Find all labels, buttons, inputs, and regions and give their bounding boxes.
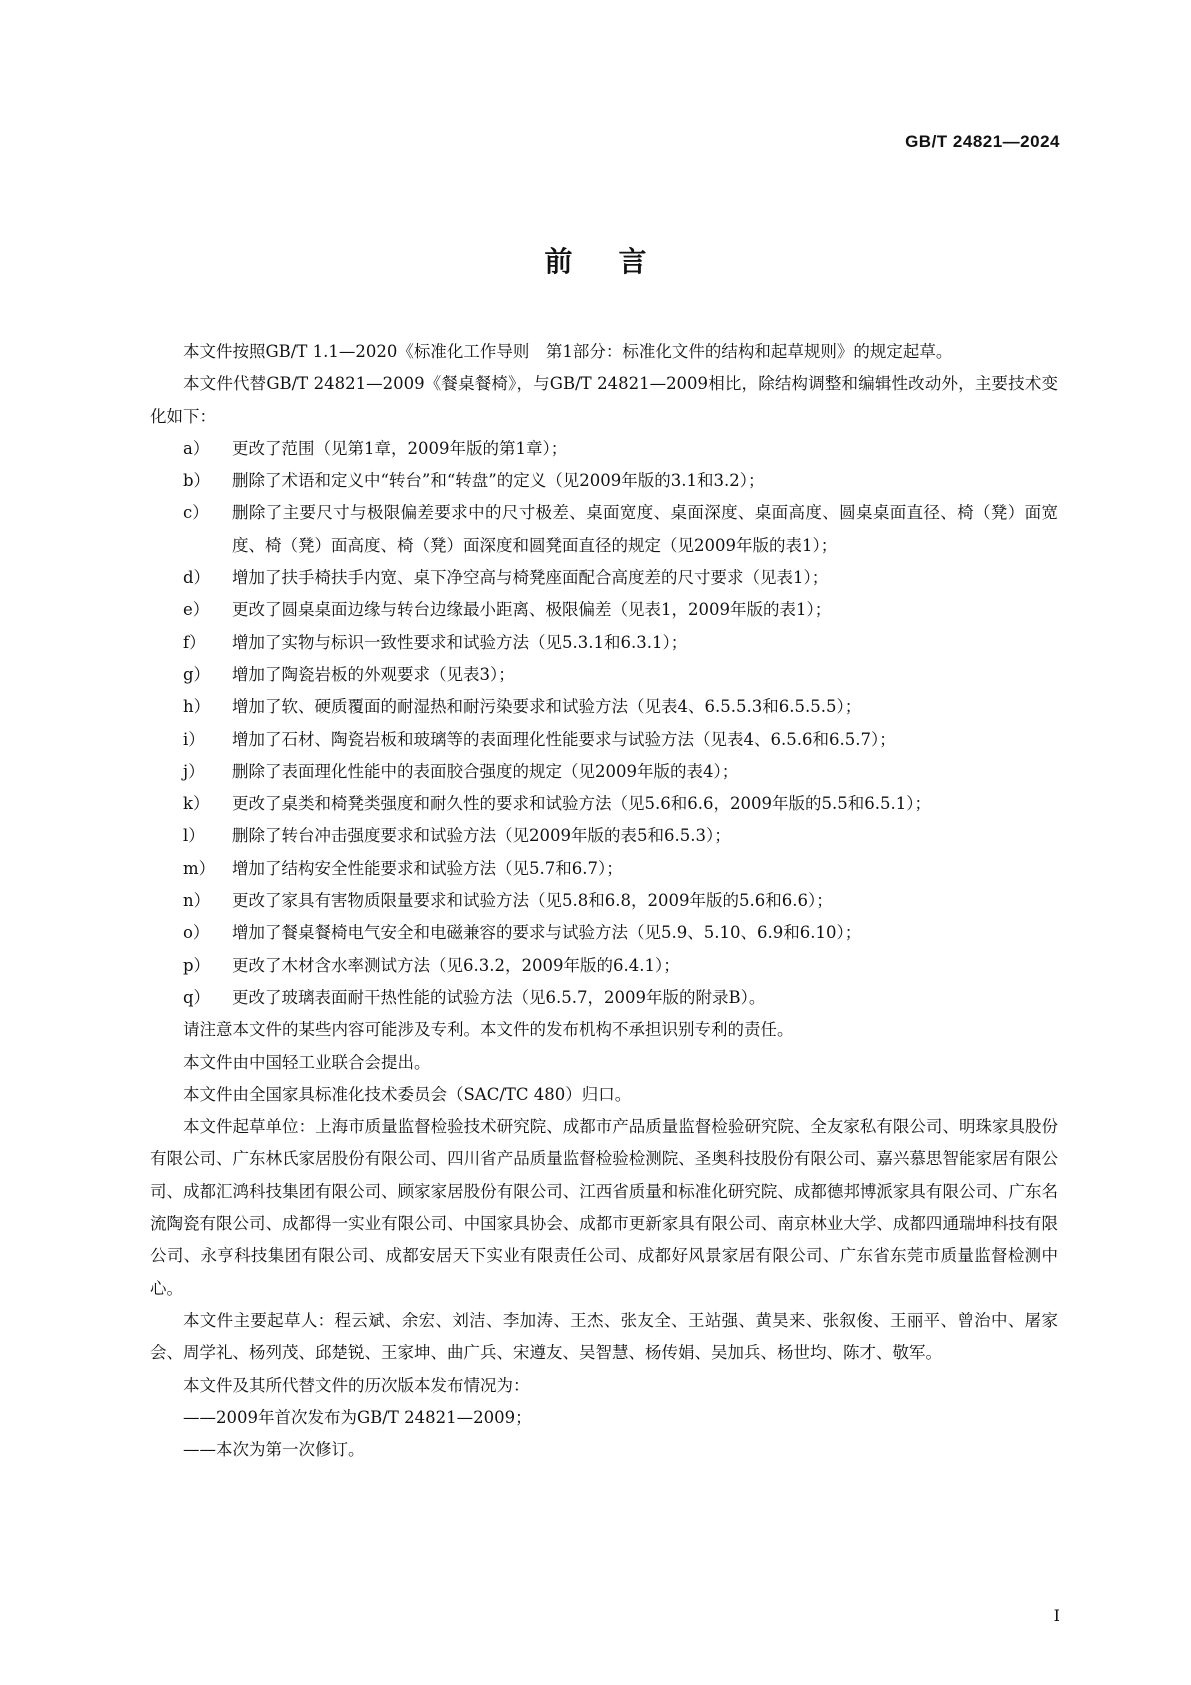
list-text: 增加了餐桌餐椅电气安全和电磁兼容的要求与试验方法（见5.9、5.10、6.9和6.10）； [232,923,862,943]
list-marker: e） [183,600,210,620]
list-text: 更改了木材含水率测试方法（见6.3.2，2009年版的6.4.1）； [232,955,680,975]
list-item [150,594,1058,626]
list-text: 删除了表面理化性能中的表面胶合强度的规定（见2009年版的表4）； [232,761,739,781]
list-item [150,853,1058,885]
list-marker: c） [183,503,209,523]
list-marker: q） [183,987,211,1007]
list-item [150,788,1058,820]
paragraph-history-intro: 本文件及其所代替文件的历次版本发布情况为： [183,1375,530,1395]
list-item [150,465,1058,497]
list-marker: m） [183,858,216,878]
list-text: 增加了扶手椅扶手内宽、桌下净空高与椅凳座面配合高度差的尺寸要求（见表1）； [232,568,829,588]
list-text: 增加了结构安全性能要求和试验方法（见5.7和6.7）； [232,858,623,878]
list-marker: k） [183,794,210,814]
list-marker: f） [183,632,206,652]
standard-code: GB/T 24821—2024 [905,132,1060,151]
list-text: 增加了实物与标识一致性要求和试验方法（见5.3.1和6.3.1）； [232,632,688,652]
list-marker: n） [183,891,211,911]
paragraph-proposer: 本文件由中国轻工业联合会提出。 [183,1052,431,1072]
list-marker: p） [183,955,211,975]
list-text: 删除了主要尺寸与极限偏差要求中的尺寸极差、桌面宽度、桌面深度、桌面高度、圆桌桌面直径、椅（凳）面宽度、椅（凳）面高度、椅（凳）面深度和圆凳面直径的规定（见2009年版的表1）； [232,503,1058,555]
paragraph-drafters: 本文件主要起草人：程云斌、余宏、刘洁、李加涛、王杰、张友全、王站强、黄昊来、张叙俊、王丽平、曾治中、屠家会、周学礼、杨列茂、邱楚锐、王家坤、曲广兵、宋遵友、吴智慧、杨传娟、吴加兵、杨世均、陈才、敬军。 [150,1310,1058,1363]
list-text: 更改了桌类和椅凳类强度和耐久性的要求和试验方法（见5.6和6.6，2009年版的5.5和6.5.1）； [232,794,931,814]
list-item [150,950,1058,982]
list-marker: l） [183,826,205,846]
list-marker: h） [183,697,211,717]
paragraph-committee: 本文件由全国家具标准化技术委员会（SAC/TC 480）归口。 [183,1084,632,1104]
history-item: ——2009年首次发布为GB/T 24821—2009； [183,1407,532,1427]
list-item [150,724,1058,756]
list-text: 删除了术语和定义中“转台”和“转盘”的定义（见2009年版的3.1和3.2）； [232,471,765,491]
list-item [150,562,1058,594]
list-text: 增加了石材、陶瓷岩板和玻璃等的表面理化性能要求与试验方法（见表4、6.5.6和6.5.7）； [232,729,896,749]
list-marker: d） [183,568,211,588]
list-item [150,659,1058,691]
list-text: 更改了玻璃表面耐干热性能的试验方法（见6.5.7，2009年版的附录B）。 [232,987,766,1007]
paragraph-drafting-rules: 本文件按照GB/T 1.1—2020《标准化工作导则 第1部分：标准化文件的结构和起草规则》的规定起草。 [183,342,953,361]
list-item [150,820,1058,852]
list-marker: g） [183,664,211,684]
list-marker: o） [183,923,210,943]
list-item [150,982,1058,1014]
paragraph-patent-notice: 请注意本文件的某些内容可能涉及专利。本文件的发布机构不承担识别专利的责任。 [183,1020,794,1040]
list-text: 更改了家具有害物质限量要求和试验方法（见5.8和6.8，2009年版的5.6和6.6）； [232,891,833,911]
list-item [150,885,1058,917]
list-marker: b） [183,471,211,491]
list-text: 更改了范围（见第1章，2009年版的第1章）； [232,438,568,458]
changes-list [150,433,1058,1014]
paragraph-replacement: 本文件代替GB/T 24821—2009《餐桌餐椅》，与GB/T 24821—2009相比，除结构调整和编辑性改动外，主要技术变化如下： [150,374,1058,426]
list-item [150,691,1058,723]
list-item [150,756,1058,788]
document-body [150,336,1058,1466]
list-text: 删除了转台冲击强度要求和试验方法（见2009年版的表5和6.5.3）； [232,826,731,846]
list-item [150,627,1058,659]
list-marker: j） [183,761,205,781]
list-item [150,433,1058,465]
paragraph-drafting-units: 本文件起草单位：上海市质量监督检验技术研究院、成都市产品质量监督检验研究院、全友家私有限公司、明珠家具股份有限公司、广东林氏家居股份有限公司、四川省产品质量监督检验检测院、圣奥科技股份有限公司、嘉兴慕思智能家居有限公司、成都汇鸿科技集团有限公司、顾家家居股份有限公司、江西省质量和标准化研究院、成都德邦博派家具有限公司、广东名流陶瓷有限公司、成都得一实业有限公司、中国家具协会、成都市更新家具有限公司、南京林业大学、成都四通瑞坤科技有限公司、永亨科技集团有限公司、成都安居天下实业有限责任公司、成都好风景家居有限公司、广东省东莞市质量监督检测中心。 [150,1117,1058,1298]
list-text: 增加了软、硬质覆面的耐湿热和耐污染要求和试验方法（见表4、6.5.5.3和6.5.5.5）； [232,697,862,717]
list-marker: a） [183,438,210,458]
list-marker: i） [183,729,205,749]
list-text: 增加了陶瓷岩板的外观要求（见表3）； [232,664,515,684]
page-number: Ⅰ [1053,1606,1060,1625]
list-item [150,497,1058,562]
page-title: 前言 [544,245,693,278]
list-text: 更改了圆桌桌面边缘与转台边缘最小距离、极限偏差（见表1，2009年版的表1）； [232,600,832,620]
list-item [150,917,1058,949]
history-item: ——本次为第一次修订。 [183,1440,365,1460]
